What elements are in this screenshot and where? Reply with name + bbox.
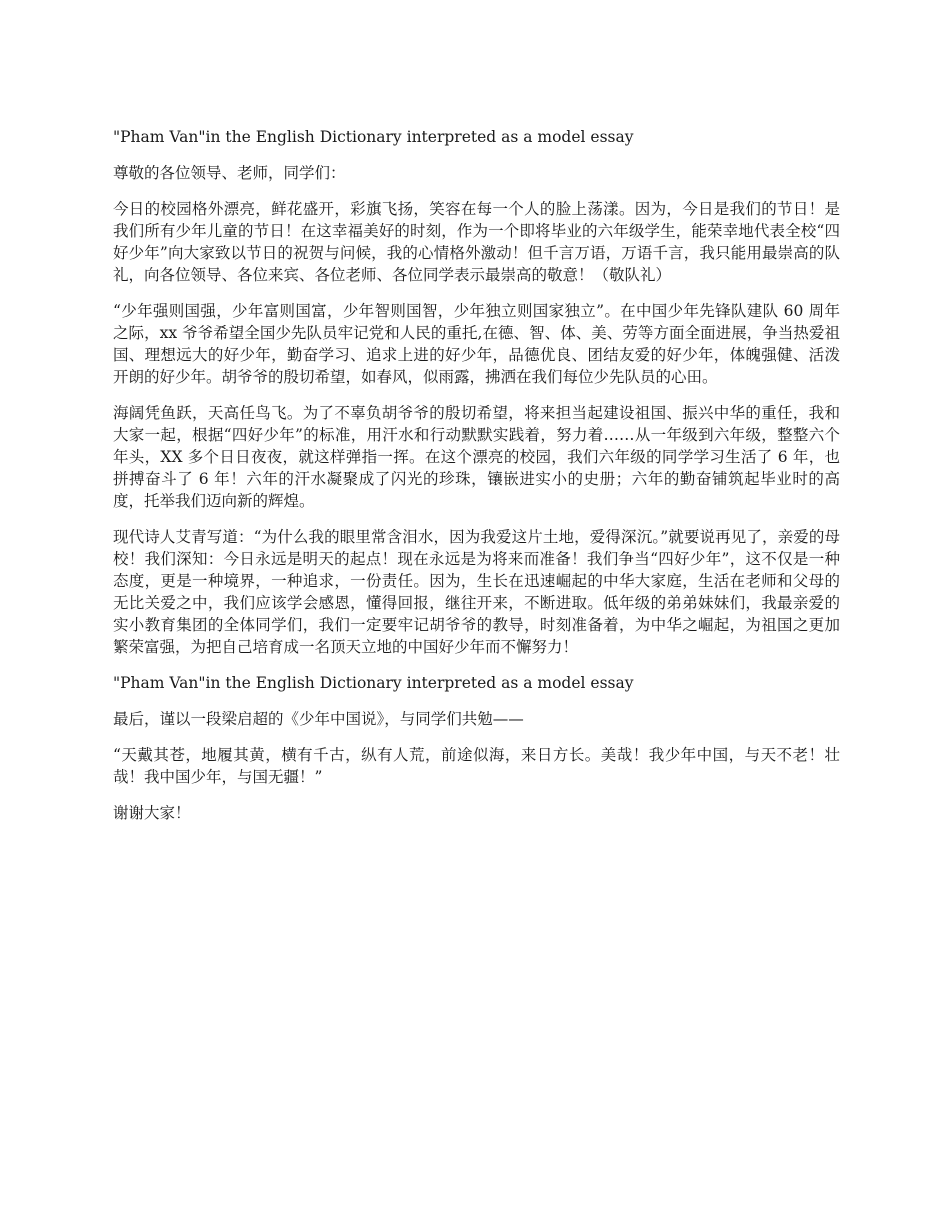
paragraph: 今日的校园格外漂亮，鲜花盛开，彩旗飞扬，笑容在每一个人的脸上荡漾。因为，今日是我们的节日！是我们所有少年儿童的节日！在这幸福美好的时刻，作为一个即将毕业的六年级学生，能荣幸地代表全校“四好少年”向大家致以节日的祝贺与问候，我的心情格外激动！但千言万语，万语千言，我只能用最崇高的队礼，向各位领导、各位来宾、各位老师、各位同学表示最崇高的敬意！（敬队礼）: [113, 200, 840, 284]
quote-paragraph: “天戴其苍，地履其黄，横有千古，纵有人荒，前途似海，来日方长。美哉！我少年中国，与天不老！壮哉！我中国少年，与国无疆！”: [113, 746, 840, 786]
paragraph: “少年强则国强，少年富则国富，少年智则国智，少年独立则国家独立”。在中国少年先锋队建队 60 周年之际，xx 爷爷希望全国少先队员牢记党和人民的重托,在德、智、体、美、劳等方面全面进展，争当热爱祖国、理想远大的好少年，勤奋学习、追求上进的好少年，品德优良、团结友爱的好少年，体魄强健、活泼开朗的好少年。胡爷爷的殷切希望，如春风，似雨露，拂洒在我们每位少先队员的心田。: [113, 302, 840, 386]
closing-line: 谢谢大家！: [113, 804, 191, 822]
greeting: 尊敬的各位领导、老师，同学们：: [113, 164, 346, 182]
document-title: "Pham Van"in the English Dictionary interpreted as a model essay: [113, 128, 634, 146]
document-title-repeat: "Pham Van"in the English Dictionary interpreted as a model essay: [113, 674, 634, 692]
paragraph: 海阔凭鱼跃，天高任鸟飞。为了不辜负胡爷爷的殷切希望，将来担当起建设祖国、振兴中华的重任，我和大家一起，根据“四好少年”的标准，用汗水和行动默默实践着，努力着……从一年级到六年级，整整六个年头，XX 多个日日夜夜，就这样弹指一挥。在这个漂亮的校园，我们六年级的同学学习生活了 6 年，也拼搏奋斗了 6 年！六年的汗水凝聚成了闪光的珍珠，镶嵌进实小的史册；六年的勤奋铺筑起毕业时的高度，托举我们迈向新的辉煌。: [113, 404, 840, 510]
document-body: [113, 126, 840, 838]
paragraph: 现代诗人艾青写道：“为什么我的眼里常含泪水，因为我爱这片土地，爱得深沉。”就要说再见了，亲爱的母校！我们深知：今日永远是明天的起点！现在永远是为将来而准备！我们争当“四好少年”，这不仅是一种态度，更是一种境界，一种追求，一份责任。因为，生长在迅速崛起的中华大家庭，生活在老师和父母的无比关爱之中，我们应该学会感恩，懂得回报，继往开来，不断进取。低年级的弟弟妹妹们，我最亲爱的实小教育集团的全体同学们，我们一定要牢记胡爷爷的教导，时刻准备着，为中华之崛起，为祖国之更加繁荣富强，为把自己培育成一名顶天立地的中国好少年而不懈努力！: [113, 528, 840, 656]
paragraph: 最后，谨以一段梁启超的《少年中国说》，与同学们共勉——: [113, 710, 524, 728]
